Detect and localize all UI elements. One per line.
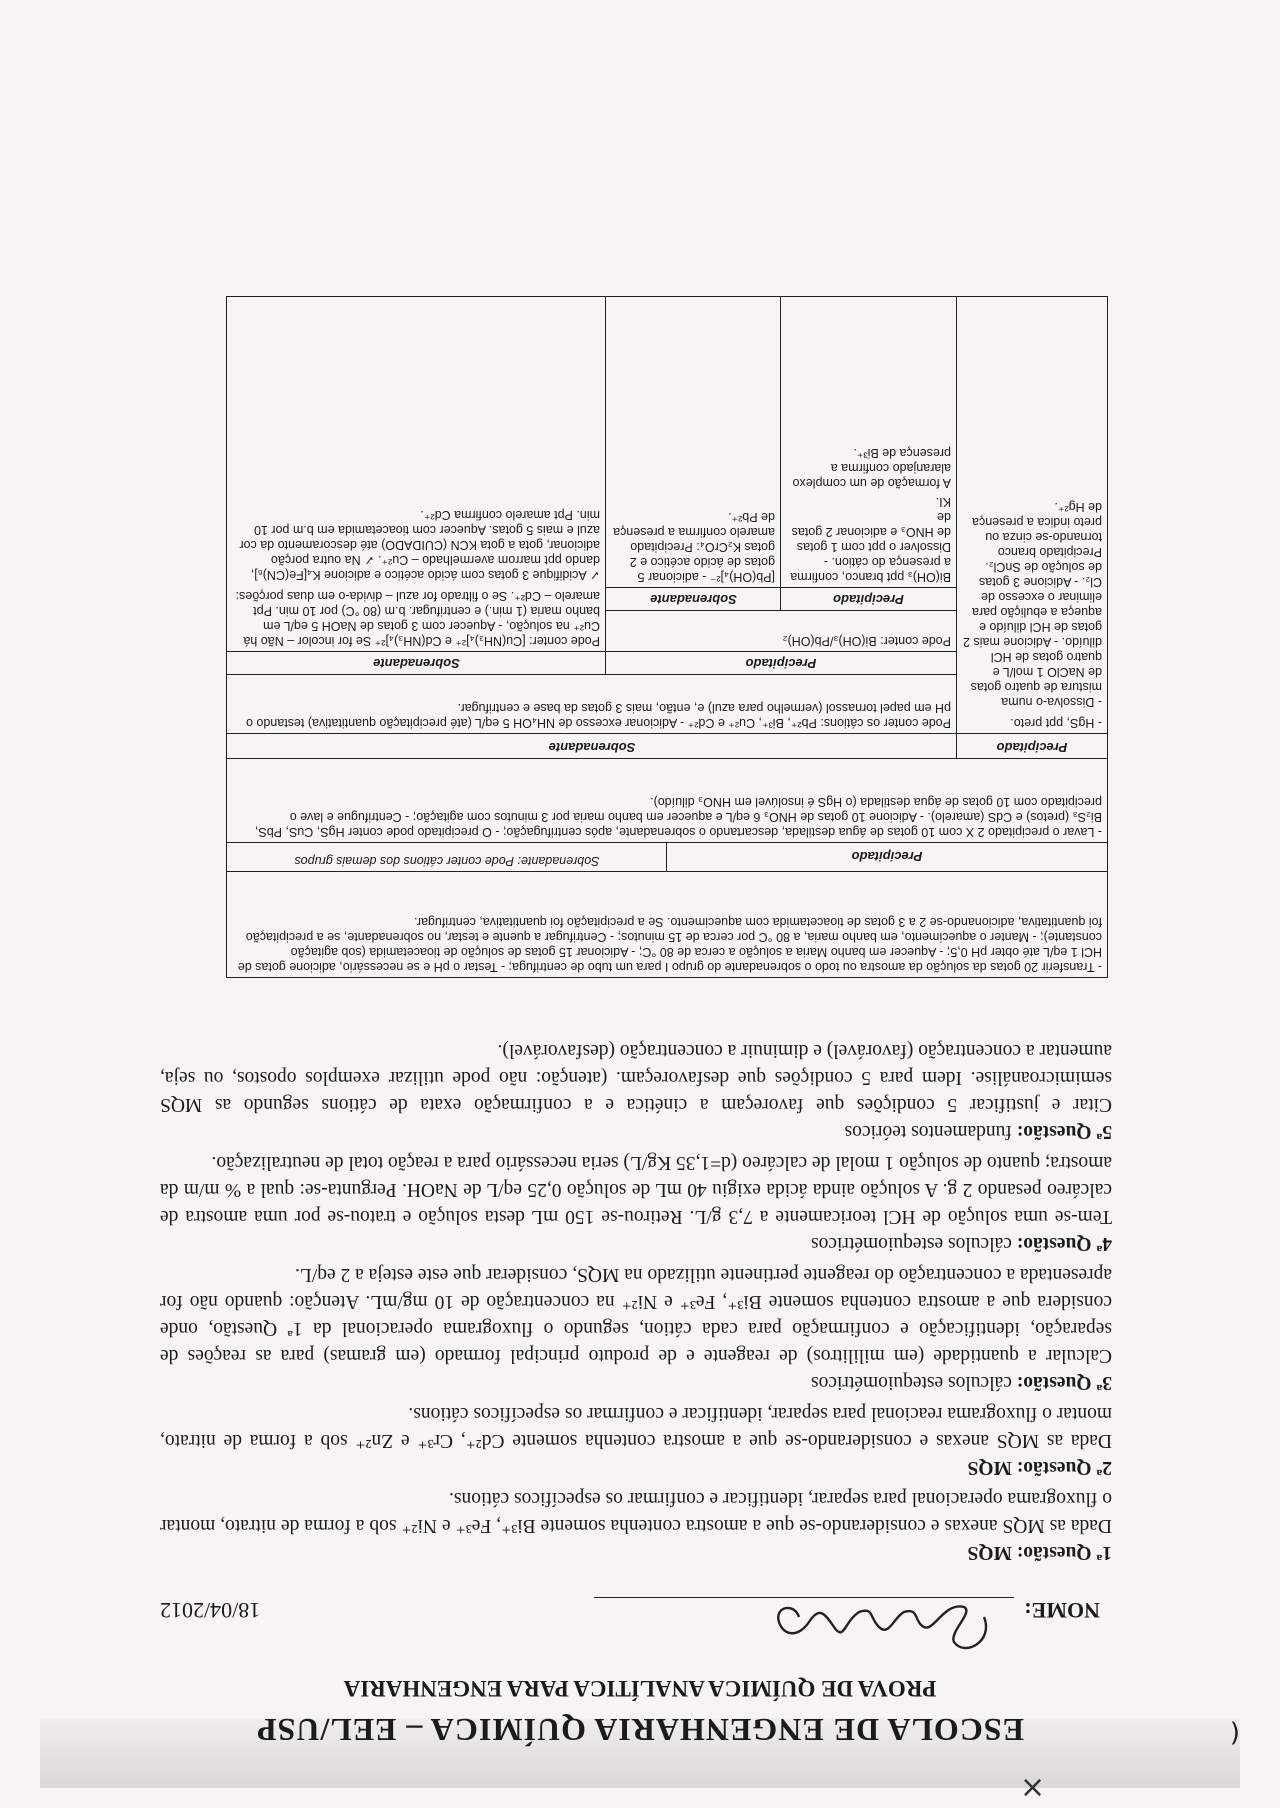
handwritten-signature bbox=[764, 1592, 994, 1662]
flow-sobrenadante2-header: Sobrenadante bbox=[548, 740, 636, 755]
flow-pb-text: [Pb(OH)₄]²⁻ - adicionar 5 gotas de ácido acético e 2 gotas K₂CrO₄: Precipitado amarelo confirma a presença de Pb²⁺. bbox=[613, 510, 775, 584]
flow-bi-confirm: A formação de um complexo alaranjado confirma a presença de Bi³⁺. bbox=[792, 446, 951, 490]
flow-cu-cd-branch bbox=[227, 297, 605, 651]
exam-header bbox=[40, 1675, 1240, 1748]
exam-page bbox=[40, 20, 1240, 1788]
question-5-subtitle: fundamentos teóricos bbox=[844, 1121, 1012, 1142]
flow-hg-branch bbox=[957, 297, 1107, 733]
flow-cu-text: ✓ Acidifique 3 gotas com ácido acético e adicione K₄[Fe(CN)₆], dando ppt marrom avermelhado – Cu²⁺. ✓ Na outra porção adicionar, gota a gota KCN (CUIDADO) até descoramento da cor azul e mais 5 gotas. Aquecer com tioacetamida em b.m por 10 min. Ppt amarelo confirma Cd²⁺. bbox=[239, 508, 600, 582]
question-4-text: Tem-se uma solução de HCl teoricamente a 7,3 g/L. Retirou-se 150 mL desta solução e tratou-se por uma amostra de calcáreo pesando 2 g. A solução ainda ácida exigiu 40 mL de solução 0,25 eq/L de NaOH. Pergunta-se: qual a % m/m da amostra; quanto de solução 1 molal de calcáreo (d=1,35 Kg/L) seria necessário para a reação total de neutralização. bbox=[160, 1152, 1112, 1227]
flow-step-precipitation: - Transferir 20 gotas da solução da amostra ou todo o sobrenadante do grupo I para um tubo de centrifuga; - Testar o pH e se necessário, adicione gotas de HCl 1 eq/L até obter pH 0,5; - Aquecer em banho Maria a solução a cerca de 80 °C; - Adicionar 15 gotas de solução de tioacetamida (sob agitação constante); - Manter o aquecimento, em banho maria, a 80 °C por cerca de 15 minutos; - Centrifugar a quente e testar, no sobrenadante, se a precipitação foi quantitativa, adicionando-se 2 a 3 gotas de tioacetamida com aquecimento. Se a precipitação foi quantitativa, centrifugar. bbox=[237, 915, 1102, 974]
name-label: NOME: bbox=[1024, 1598, 1100, 1623]
flow-wash-step: - Lavar o precipitado 2 X com 10 gotas de água destilada, descartando o sobrenadante, após centrifugação; - O precipitado pode conter HgS, CuS, PbS, Bi₂S₃ (pretos) e CdS (amarelo). - Adicione 10 gotas de HNO₃ 6 eq/L e aquecer em banho maria por 3 minutos com agitação; - Centrifugue e lave o precipitado com 10 gotas de água destilada (o HgS é insolúvel em HNO₃ diluído). bbox=[254, 795, 1102, 839]
flow-bi-ki: KI. bbox=[935, 495, 951, 509]
question-5 bbox=[160, 1037, 1112, 1145]
school-name: ESCOLA DE ENGENHARIA QUÍMICA – EEL/USP bbox=[256, 1712, 1024, 1748]
flow-sobrenadante2-text: Pode conter os cátions: Pb²⁺, Bi³⁺, Cu²⁺ e Cd²⁺ - Adicionar excesso de NH₄OH 5 eq/L (até precipitação quantitativa) testando o pH em papel tornassol (vermelho para azul) e, então, mais 3 gotas da base e centrifugar. bbox=[246, 701, 951, 730]
question-3-subtitle: cálculos estequiométricos bbox=[811, 1372, 1012, 1393]
exam-date: 18/04/2012 bbox=[160, 1598, 261, 1623]
flow-precipitado-header: Precipitado bbox=[851, 849, 923, 864]
flow-bi-branch bbox=[781, 297, 956, 587]
question-4-title: 4ª Questão: bbox=[1016, 1233, 1112, 1254]
flow-precipitado4-header: Precipitado bbox=[833, 592, 904, 607]
flow-sobrenadante-header: Sobrenadante: Pode conter cátions dos demais grupos bbox=[294, 854, 600, 868]
flow-sob3-text: Pode conter: [Cu(NH₃)₄]²⁺ e Cd(NH₃)₄]²⁺ Se for incolor – Não há Cu²⁺ na solução, - Aquecer com 3 gotas de NaOH 5 eq/L em banho maria (1 min.) e centrifugar. b.m (80 °C) por 10 min. Ppt amarelo – Cd²⁺. Se o filtrado for azul – divida-o em duas porções: bbox=[235, 589, 600, 648]
flow-sobrenadante3-header: Sobrenadante bbox=[373, 656, 460, 671]
flow-hgs-label: - HgS, ppt preto. bbox=[1010, 716, 1102, 730]
questions bbox=[160, 1033, 1112, 1566]
question-5-text: Citar e justificar 5 condições que favoreçam a cinética e a confirmação exata de cátions segundo as MQS semimicroanálise. Idem para 5 condições que desfavoreçam. (atenção: não pode utilizar exemplos opostos, ou seja, aumentar a concentração (favorável) e diminuir a concentração (desfavorável). bbox=[160, 1040, 1112, 1115]
question-2 bbox=[160, 1400, 1112, 1481]
flow-bi-text: Bi(OH)₃ ppt branco, confirma a presença do cátion. - Dissolver o ppt com 1 gotas de HNO₃ e adicionar 2 gotas de bbox=[790, 510, 951, 584]
name-field bbox=[594, 1597, 1100, 1628]
question-3-text: Calcular a quantidade (em mililitros) de reagente e de produto principal formado (em gramas) para as reações de separação, identificação e confirmação para cada cátion, segundo o fluxograma operacional da 1ª Questão, onde considera que a amostra contenha somente Bi³⁺, Fe³⁺ e Ni²⁺ na concentração de 10 mg/mL. Atenção: quando não for apresentada a concentração do reagente pertinente utilizado na MQS, considerar que este esteja a 2 eq/L. bbox=[160, 1264, 1112, 1366]
question-1-title: 1ª Questão: MQS bbox=[967, 1542, 1112, 1563]
flow-precipitado3-header: Precipitado bbox=[745, 656, 817, 671]
scan-corner-mark: × bbox=[1020, 1770, 1046, 1805]
flow-sobrenadante4-header: Sobrenadante bbox=[650, 592, 737, 607]
question-4 bbox=[160, 1149, 1112, 1257]
question-1 bbox=[160, 1485, 1112, 1566]
name-line bbox=[594, 1597, 1014, 1628]
question-2-title: 2ª Questão: MQS bbox=[967, 1457, 1112, 1478]
question-2-text: Dada as MQS anexas e considerando-se que a amostra contenha somente Cd²⁺, Cr³⁺ e Zn²⁺ sob a forma de nitrato, montar o fluxograma reacional para separar, identificar e confirmar os específicos cátions. bbox=[160, 1403, 1112, 1451]
question-5-title: 5ª Questão: bbox=[1016, 1121, 1112, 1142]
question-3 bbox=[160, 1261, 1112, 1396]
flow-hg-steps: - Dissolva-o numa mistura de quatro gotas de NaClO 1 mol/L e quatro gotas de HCl diluído. - Adicione mais 2 gotas de HCl diluído e aqueça a ebulição para eliminar o excesso de Cl₂. - Adicione 3 gotas de solução de SnCl₂. Precipitado branco tornando-se cinza ou preto indica a presença de Hg²⁺. bbox=[963, 500, 1102, 709]
scan-mark: ( bbox=[1229, 1718, 1240, 1748]
question-3-title: 3ª Questão: bbox=[1016, 1372, 1112, 1393]
question-1-text: Dada as MQS anexas e considerando-se que a amostra contenha somente Bi³⁺, Fe³⁺ e Ni²⁺ sob a forma de nitrato, montar o fluxograma operacional para separar, identificar e confirmar os específicos cátions. bbox=[160, 1488, 1112, 1536]
flow-prec3-text: Pode conter: Bi(OH)₃/Pb(OH)₂ bbox=[782, 634, 951, 648]
flow-precipitado2-header: Precipitado bbox=[996, 740, 1068, 755]
mqs-flowchart bbox=[226, 296, 1108, 978]
question-4-subtitle: cálculos estequiométricos bbox=[811, 1233, 1012, 1254]
name-row bbox=[160, 1597, 1100, 1628]
exam-title: PROVA DE QUÍMICA ANALÍTICA PARA ENGENHARIA bbox=[343, 1676, 937, 1701]
